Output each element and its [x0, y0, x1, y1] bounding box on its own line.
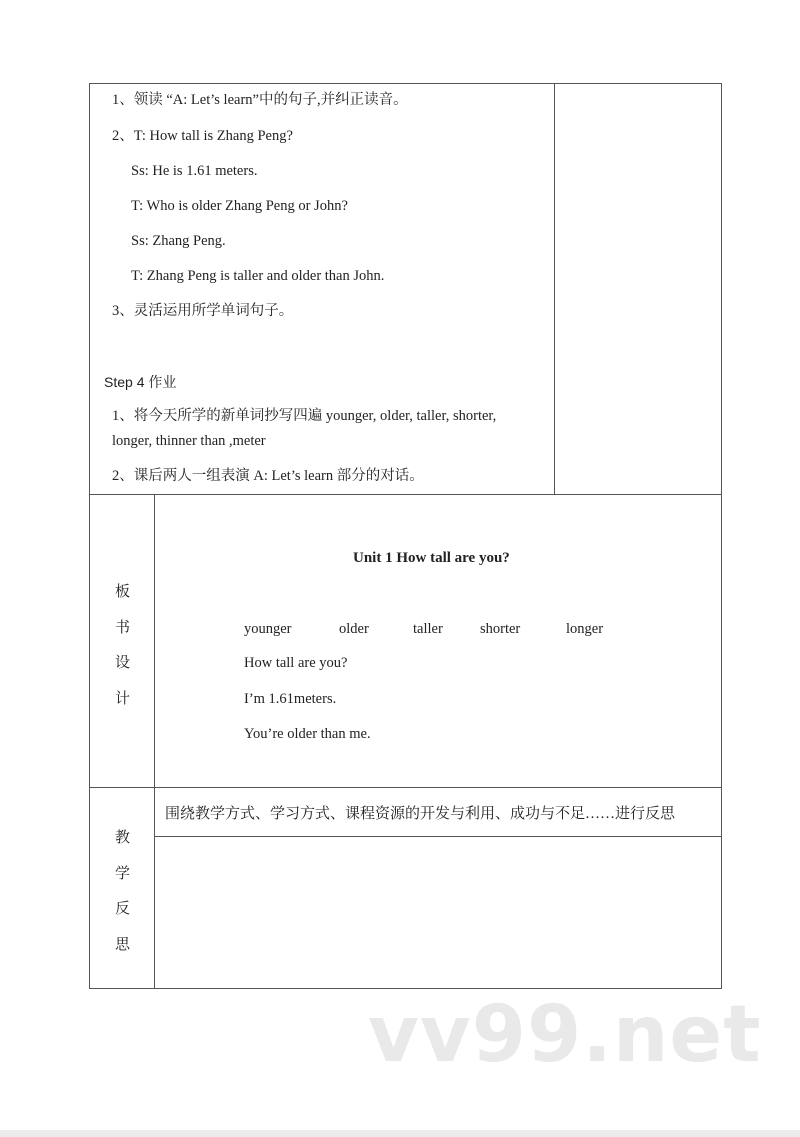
vocab-word: older [339, 621, 369, 637]
procedure-line: T: Who is older Zhang Peng or John? [131, 198, 348, 214]
table-border-bottom [89, 988, 722, 989]
procedure-line: longer, thinner than ,meter [112, 433, 266, 449]
vocab-word: shorter [480, 621, 521, 637]
board-sentence: How tall are you? [244, 655, 348, 671]
table-border-left [89, 83, 90, 989]
row-divider-middle [89, 787, 722, 788]
reflection-inner-divider [154, 836, 722, 837]
step-heading: Step 4 作业 [104, 374, 177, 390]
vocab-word: longer [566, 621, 604, 637]
board-label-char: 书 [115, 620, 131, 636]
vocab-word: younger [244, 621, 292, 637]
board-label-char: 计 [115, 691, 131, 707]
procedure-line: 2、T: How tall is Zhang Peng? [112, 128, 293, 144]
board-label-char: 设 [115, 655, 131, 671]
label-column-divider [154, 494, 155, 988]
procedure-line: 1、将今天所学的新单词抄写四遍 younger, older, taller, shorter, [112, 408, 497, 424]
procedure-line: Ss: Zhang Peng. [131, 233, 226, 249]
upper-column-divider [554, 83, 555, 494]
procedure-line: 1、领读 “A: Let’s learn”中的句子,并纠正读音。 [112, 92, 408, 108]
row-divider-upper [89, 494, 722, 495]
reflection-label-char: 教 [115, 830, 131, 846]
watermark: vv99.net [368, 990, 762, 1080]
procedure-line: Ss: He is 1.61 meters. [131, 163, 258, 179]
table-border-right [721, 83, 722, 989]
board-sentence: I’m 1.61meters. [244, 691, 337, 707]
page-bottom-edge [0, 1130, 800, 1137]
procedure-line: T: Zhang Peng is taller and older than John. [131, 268, 385, 284]
procedure-line: 3、灵活运用所学单词句子。 [112, 303, 294, 319]
board-title: Unit 1 How tall are you? [353, 550, 510, 566]
reflection-label-char: 学 [115, 866, 131, 882]
procedure-line: 2、课后两人一组表演 A: Let’s learn 部分的对话。 [112, 468, 424, 484]
board-label-char: 板 [115, 584, 131, 600]
table-border-top [89, 83, 722, 84]
board-sentence: You’re older than me. [244, 726, 371, 742]
vocab-word: taller [413, 621, 443, 637]
reflection-label-char: 思 [115, 937, 131, 953]
reflection-label-char: 反 [115, 901, 131, 917]
reflection-prompt: 围绕教学方式、学习方式、课程资源的开发与利用、成功与不足……进行反思 [165, 806, 676, 822]
